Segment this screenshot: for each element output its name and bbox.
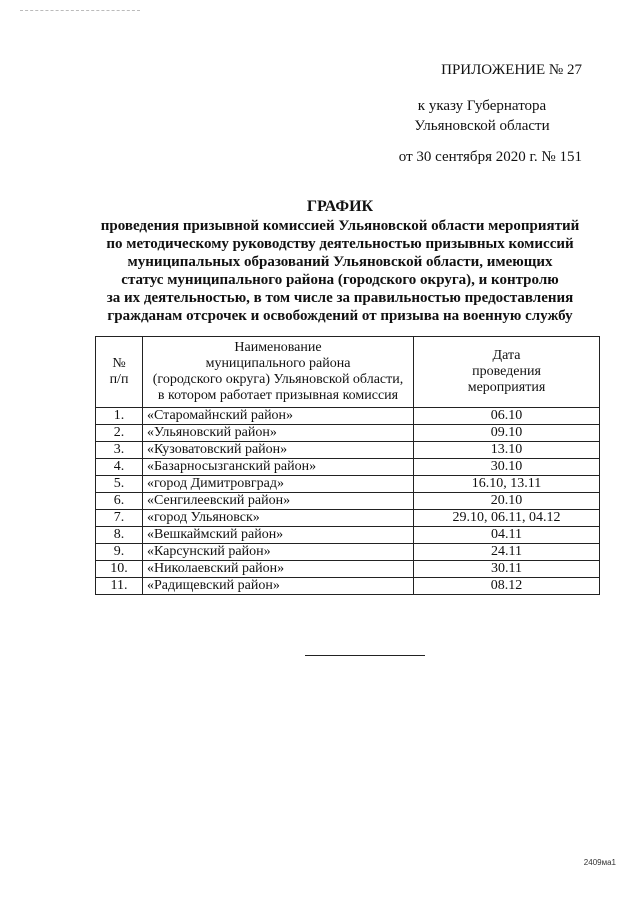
decree-date-number: от 30 сентября 2020 г. № 151 <box>398 149 582 165</box>
row-municipality: «Николаевский район» <box>143 561 414 578</box>
header-number: № п/п <box>96 337 143 408</box>
row-number: 7. <box>96 510 143 527</box>
row-municipality: «Карсунский район» <box>143 544 414 561</box>
header-municipality: Наименование муниципального района (городского округа) Ульяновской области, в котором работает призывная комиссия <box>143 337 414 408</box>
table-row <box>96 578 600 595</box>
closing-divider <box>305 655 425 656</box>
row-number: 8. <box>96 527 143 544</box>
row-date: 20.10 <box>414 493 600 510</box>
row-municipality: «Радищевский район» <box>143 578 414 595</box>
row-municipality: «Кузоватовский район» <box>143 442 414 459</box>
table-row <box>96 442 600 459</box>
title-line: гражданам отсрочек и освобождений от призыва на военную службу <box>107 308 573 324</box>
table-row <box>96 527 600 544</box>
table-row <box>96 493 600 510</box>
row-municipality: «город Димитровград» <box>143 476 414 493</box>
row-date: 30.10 <box>414 459 600 476</box>
row-date: 16.10, 13.11 <box>414 476 600 493</box>
scan-artifact <box>20 10 140 13</box>
row-date: 29.10, 06.11, 04.12 <box>414 510 600 527</box>
table-row <box>96 544 600 561</box>
decree-reference <box>382 96 582 136</box>
header-date: Дата проведения мероприятия <box>414 337 600 408</box>
row-municipality: «Вешкаймский район» <box>143 527 414 544</box>
row-number: 4. <box>96 459 143 476</box>
document-title <box>60 198 620 325</box>
title-line: по методическому руководству деятельностью призывных комиссий <box>106 236 574 252</box>
row-date: 08.12 <box>414 578 600 595</box>
row-municipality: «Ульяновский район» <box>143 425 414 442</box>
row-number: 5. <box>96 476 143 493</box>
row-number: 1. <box>96 408 143 425</box>
row-date: 30.11 <box>414 561 600 578</box>
table-row <box>96 408 600 425</box>
row-date: 06.10 <box>414 408 600 425</box>
table-row <box>96 425 600 442</box>
row-date: 24.11 <box>414 544 600 561</box>
row-number: 9. <box>96 544 143 561</box>
row-municipality: «город Ульяновск» <box>143 510 414 527</box>
row-date: 09.10 <box>414 425 600 442</box>
table-row <box>96 459 600 476</box>
row-date: 13.10 <box>414 442 600 459</box>
row-municipality: «Сенгилеевский район» <box>143 493 414 510</box>
row-municipality: «Старомайнский район» <box>143 408 414 425</box>
row-municipality: «Базарносызганский район» <box>143 459 414 476</box>
title-line: за их деятельностью, в том числе за правильностью предоставления <box>106 290 574 306</box>
title-line: статус муниципального района (городского округа), и контролю <box>121 272 559 288</box>
row-number: 10. <box>96 561 143 578</box>
row-number: 3. <box>96 442 143 459</box>
table-row <box>96 561 600 578</box>
row-number: 11. <box>96 578 143 595</box>
table-row <box>96 476 600 493</box>
table-row <box>96 510 600 527</box>
title-line: проведения призывной комиссией Ульяновской области мероприятий <box>100 218 580 234</box>
title-head: ГРАФИК <box>306 198 374 215</box>
decree-to-governor: к указу Губернатора <box>417 98 547 114</box>
row-number: 2. <box>96 425 143 442</box>
decree-region: Ульяновской области <box>414 118 550 134</box>
row-number: 6. <box>96 493 143 510</box>
table-header-row <box>96 337 600 408</box>
row-date: 04.11 <box>414 527 600 544</box>
schedule-table <box>95 336 600 595</box>
appendix-label: ПРИЛОЖЕНИЕ № 27 <box>441 62 582 78</box>
title-line: муниципальных образований Ульяновской области, имеющих <box>127 254 553 270</box>
document-code: 2409ма1 <box>583 858 616 867</box>
